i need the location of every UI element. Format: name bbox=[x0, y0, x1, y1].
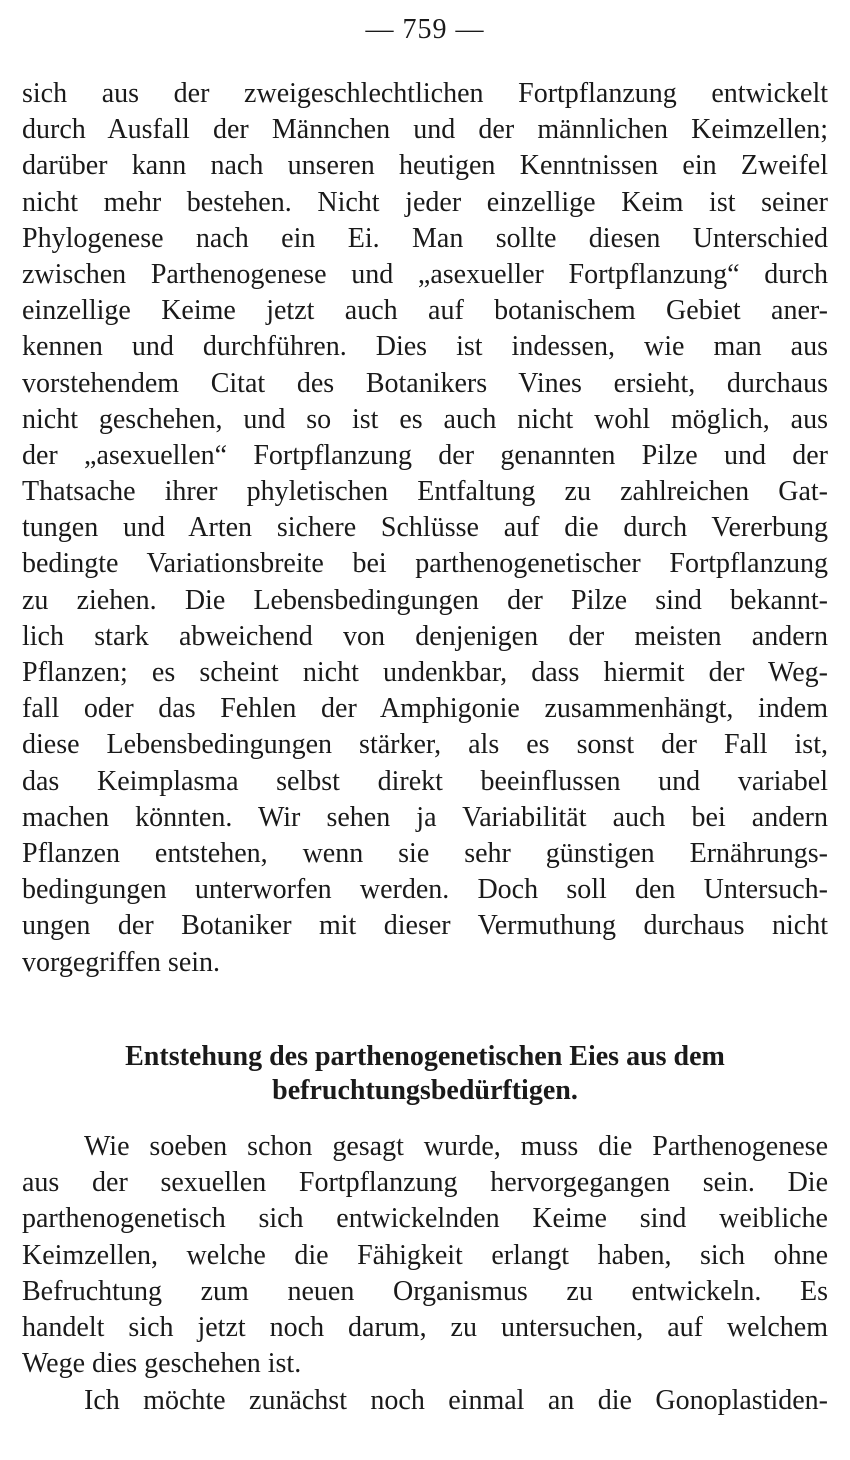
paragraph bbox=[22, 1383, 828, 1419]
text-line: Phylogenese nach ein Ei. Man sollte diesen Unterschied bbox=[22, 222, 828, 254]
text-line: vorgegriffen sein. bbox=[22, 946, 221, 978]
text-line: bedingungen unterworfen werden. Doch soll den Untersuch- bbox=[22, 874, 828, 906]
text-line: das Keimplasma selbst direkt beeinflussen und variabel bbox=[22, 765, 828, 797]
heading-line: Entstehung des parthenogenetischen Eies aus dem bbox=[125, 1041, 725, 1072]
text-line: Pflanzen; es scheint nicht undenkbar, dass hiermit der Weg- bbox=[22, 657, 828, 688]
text-line: Befruchtung zum neuen Organismus zu entwickeln. Es bbox=[22, 1275, 828, 1307]
text-line: ungen der Botaniker mit dieser Vermuthung durchaus nicht bbox=[22, 910, 828, 942]
text-line: handelt sich jetzt noch darum, zu untersuchen, auf welchem bbox=[22, 1311, 828, 1343]
text-line: zu ziehen. Die Lebensbedingungen der Pilze sind bekannt- bbox=[22, 584, 828, 616]
text-line: vorstehendem Citat des Botanikers Vines ersieht, durchaus bbox=[22, 367, 828, 399]
paragraph bbox=[22, 1129, 828, 1382]
text-line: durch Ausfall der Männchen und der männlichen Keimzellen; bbox=[22, 114, 828, 146]
text-line: fall oder das Fehlen der Amphigonie zusammenhängt, indem bbox=[22, 693, 828, 725]
text-line: Thatsache ihrer phyletischen Entfaltung zu zahlreichen Gat- bbox=[22, 476, 828, 508]
text-line: einzellige Keime jetzt auch auf botanischem Gebiet aner- bbox=[22, 295, 828, 327]
heading-line: befruchtungsbedürftigen. bbox=[272, 1075, 578, 1106]
text-line: tungen und Arten sichere Schlüsse auf die durch Vererbung bbox=[22, 512, 828, 544]
text-line: machen könnten. Wir sehen ja Variabilität auch bei andern bbox=[22, 801, 828, 833]
text-line: aus der sexuellen Fortpflanzung hervorgegangen sein. Die bbox=[22, 1167, 828, 1199]
text-line: bedingte Variationsbreite bei parthenogenetischer Fortpflanzung bbox=[22, 548, 828, 580]
section-heading bbox=[22, 1040, 828, 1108]
page-number: — 759 — bbox=[365, 14, 485, 45]
text-line: nicht mehr bestehen. Nicht jeder einzellige Keim ist seiner bbox=[22, 186, 828, 218]
text-line: lich stark abweichend von denjenigen der meisten andern bbox=[22, 620, 828, 652]
text-line: nicht geschehen, und so ist es auch nicht wohl möglich, aus bbox=[22, 403, 828, 435]
text-line: Wie soeben schon gesagt wurde, muss die Parthenogenese bbox=[84, 1131, 828, 1162]
text-line: diese Lebensbedingungen stärker, als es sonst der Fall ist, bbox=[22, 729, 828, 761]
text-line: Keimzellen, welche die Fähigkeit erlangt haben, sich ohne bbox=[22, 1239, 828, 1271]
text-line: sich aus der zweigeschlechtlichen Fortpflanzung entwickelt bbox=[22, 78, 828, 109]
paragraph-continuation bbox=[22, 76, 828, 981]
text-line: Pflanzen entstehen, wenn sie sehr günstigen Ernährungs- bbox=[22, 837, 828, 869]
text-line: Wege dies geschehen ist. bbox=[22, 1348, 302, 1380]
text-line: parthenogenetisch sich entwickelnden Keime sind weibliche bbox=[22, 1203, 828, 1235]
text-line: zwischen Parthenogenese und „asexueller Fortpflanzung“ durch bbox=[22, 258, 828, 290]
text-line: der „asexuellen“ Fortpflanzung der genannten Pilze und der bbox=[22, 439, 828, 471]
text-line: darüber kann nach unseren heutigen Kenntnissen ein Zweifel bbox=[22, 150, 828, 182]
text-line: Ich möchte zunächst noch einmal an die Gonoplastiden- bbox=[84, 1385, 828, 1416]
text-line: kennen und durchführen. Dies ist indessen, wie man aus bbox=[22, 331, 828, 363]
